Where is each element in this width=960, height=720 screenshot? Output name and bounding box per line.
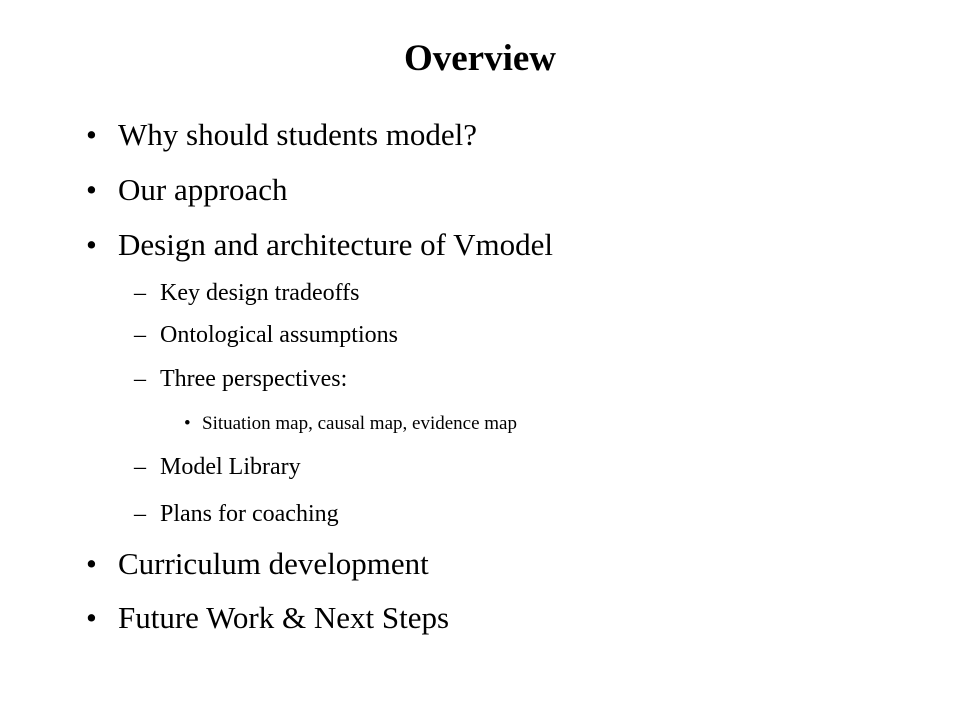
dash-marker: – [134, 501, 146, 527]
sub-item-text: Ontological assumptions [160, 322, 398, 348]
bullet-item-curriculum [86, 544, 429, 584]
dash-marker: – [134, 366, 146, 392]
slide-title: Overview [403, 38, 557, 79]
bullet-item-our-approach [86, 170, 288, 210]
bullet-text: Our approach [118, 172, 288, 207]
sub-sub-item-maps [184, 412, 517, 436]
bullet-marker: • [86, 172, 97, 207]
sub-item-text: Model Library [160, 454, 301, 480]
dash-marker: – [134, 322, 146, 348]
bullet-marker: • [86, 546, 97, 581]
bullet-text: Why should students model? [118, 117, 478, 152]
sub-item-plans-coaching [134, 499, 339, 529]
bullet-marker: • [86, 227, 97, 262]
sub-item-design-tradeoffs [134, 278, 360, 308]
bullet-text: Future Work & Next Steps [118, 600, 450, 635]
bullet-marker: • [86, 117, 97, 152]
sub-item-text: Three perspectives: [160, 366, 348, 392]
bullet-marker: • [184, 413, 191, 434]
bullet-text: Design and architecture of Vmodel [118, 227, 553, 262]
bullet-marker: • [86, 600, 97, 635]
sub-item-three-perspectives [134, 364, 348, 394]
bullet-item-future-work [86, 598, 450, 638]
sub-item-text: Key design tradeoffs [160, 280, 360, 306]
dash-marker: – [134, 280, 146, 306]
sub-item-text: Plans for coaching [160, 501, 339, 527]
sub-sub-item-text: Situation map, causal map, evidence map [202, 413, 517, 434]
sub-item-ontological-assumptions [134, 320, 398, 350]
bullet-item-design-architecture [86, 225, 553, 265]
sub-item-model-library [134, 452, 301, 482]
bullet-text: Curriculum development [118, 546, 429, 581]
bullet-item-why-model [86, 115, 478, 155]
dash-marker: – [134, 454, 146, 480]
